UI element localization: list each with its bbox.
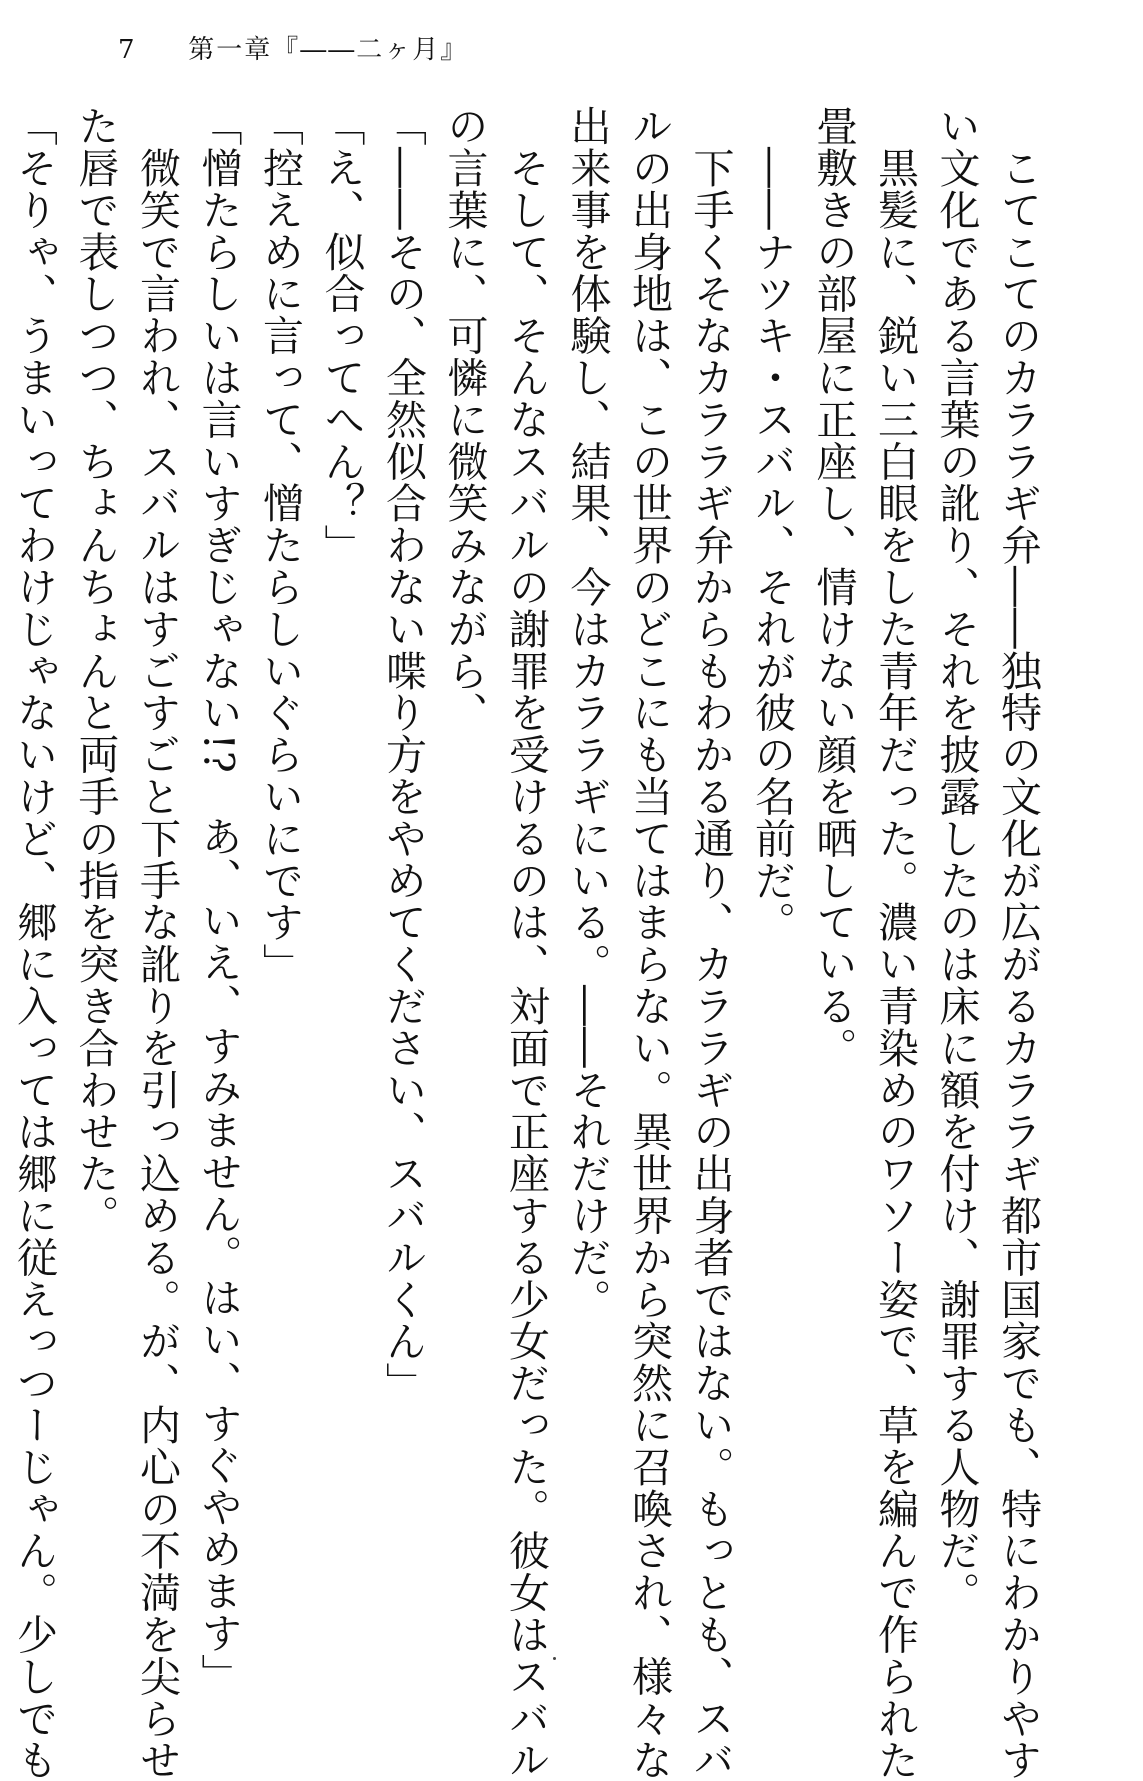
text-line: 「そりゃ、うまいってわけじゃないけど、郷に入っては郷に従えっつーじゃん。少しでも xyxy=(10,105,58,1781)
text-line: 微笑で言われ、スバルはすごすごと下手な訛りを引っ込める。が、内心の不満を尖らせ xyxy=(133,105,181,1781)
text-line: そして、そんなスバルの謝罪を受けるのは、対面で正座する少女だった。彼女はスバル xyxy=(502,105,550,1781)
text-line: 「控えめに言って、憎たらしいぐらいにです」 xyxy=(256,105,304,985)
body-text xyxy=(10,105,1048,1781)
text-line: た唇で表しつつ、ちょんちょんと両手の指を突き合わせた。 xyxy=(71,105,120,1237)
page-header xyxy=(118,30,468,70)
text-line: 黒髪に、鋭い三白眼をした青年だった。濃い青染めのワソー姿で、草を編んで作られた xyxy=(871,105,919,1781)
text-line: 「憎たらしいは言いすぎじゃない!? あ、いえ、すみません。はい、すぐやめます」 xyxy=(194,105,243,1696)
text-line: 「え、似合ってへん？」 xyxy=(317,105,366,566)
text-line: 下手くそなカララギ弁からもわかる通り、カララギの出身者ではない。もっとも、スバ xyxy=(686,105,735,1781)
text-line: 畳敷きの部屋に正座し、情けない顔を晒している。 xyxy=(809,105,858,1069)
chapter-title: 第一章『――二ヶ月』 xyxy=(188,35,469,65)
footer-mark xyxy=(553,1657,556,1660)
text-line: ルの出身地は、この世界のどこにも当てはまらない。異世界から突然に召喚され、様々な xyxy=(625,105,673,1781)
text-line: 「――その、全然似合わない喋り方をやめてください、スバルくん」 xyxy=(379,105,427,1404)
text-line: の言葉に、可憐に微笑みながら、 xyxy=(440,105,489,734)
text-line: 出来事を体験し、結果、今はカララギにいる。――それだけだ。 xyxy=(563,105,612,1321)
text-line: い文化である言葉の訛り、それを披露したのは床に額を付け、謝罪する人物だ。 xyxy=(932,105,981,1614)
text-line: こてこてのカララギ弁――独特の文化が広がるカララギ都市国家でも、特にわかりやす xyxy=(994,105,1042,1781)
text-line: ――ナツキ・スバル、それが彼の名前だ。 xyxy=(748,105,796,943)
page-number: 7 xyxy=(118,35,137,65)
